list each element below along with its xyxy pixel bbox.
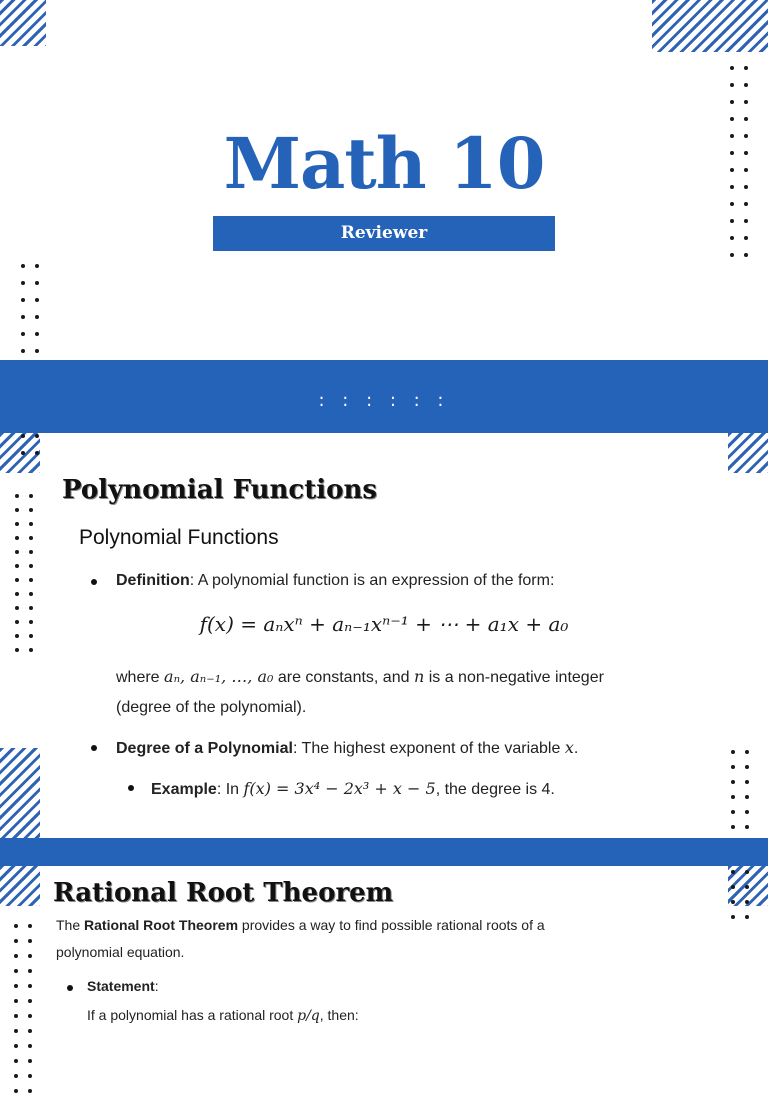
statement-end: , then: bbox=[319, 1007, 359, 1023]
decor-stripes-lower-left bbox=[0, 748, 40, 838]
page-title: Math 10 bbox=[223, 122, 545, 205]
example-math: f(x) = 3x⁴ − 2x³ + x − 5 bbox=[243, 779, 436, 798]
definition-label: Definition bbox=[116, 572, 190, 589]
where-line bbox=[116, 661, 604, 693]
bullet-statement bbox=[67, 985, 73, 991]
decor-dots-left-bottom bbox=[14, 924, 32, 1093]
degree-var: x bbox=[564, 738, 574, 757]
example-label: Example bbox=[151, 781, 217, 798]
rational-intro-line-2: polynomial equation. bbox=[56, 944, 185, 960]
decor-stripes-top-right bbox=[652, 0, 768, 52]
section-subheading: Polynomial Functions bbox=[79, 526, 279, 549]
decor-stripes-mid-right bbox=[728, 433, 768, 473]
where-prefix: where bbox=[116, 669, 165, 686]
where-vars: aₙ, aₙ₋₁, …, a₀ bbox=[164, 667, 274, 686]
section-heading-rational-root: Rational Root Theorem bbox=[53, 878, 394, 908]
intro-bold: Rational Root Theorem bbox=[84, 917, 239, 933]
degree-label: Degree of a Polynomial bbox=[116, 740, 293, 757]
example-suffix: , the degree is 4. bbox=[435, 781, 555, 798]
bullet-degree bbox=[91, 745, 97, 751]
subtitle-bar: Reviewer bbox=[213, 216, 555, 251]
example-line bbox=[151, 773, 555, 805]
statement-line bbox=[87, 973, 159, 1000]
statement-text-line bbox=[87, 1002, 359, 1030]
degree-text: : The highest exponent of the variable bbox=[292, 740, 565, 757]
statement-text: If a polynomial has a rational root bbox=[87, 1007, 298, 1023]
statement-frac: p/q bbox=[297, 1008, 320, 1024]
rational-intro-line bbox=[56, 912, 545, 939]
section-divider-band bbox=[0, 838, 768, 866]
statement-label: Statement bbox=[87, 978, 155, 994]
where-line-2: (degree of the polynomial). bbox=[116, 699, 307, 716]
degree-end: . bbox=[573, 740, 579, 757]
where-suffix: is a non-negative integer bbox=[424, 669, 604, 686]
definition-line bbox=[116, 565, 554, 596]
decor-dots-right-mid bbox=[731, 750, 749, 919]
decor-stripes-top-left bbox=[0, 0, 46, 46]
where-mid: are constants, and bbox=[273, 669, 414, 686]
intro-suffix: provides a way to find possible rational roots of a bbox=[238, 917, 545, 933]
example-prefix: : In bbox=[216, 781, 244, 798]
statement-colon: : bbox=[154, 978, 159, 994]
definition-text: : A polynomial function is an expression of the form: bbox=[189, 572, 555, 589]
decor-stripes-bottom-left bbox=[0, 866, 40, 906]
intro-prefix: The bbox=[56, 917, 85, 933]
bullet-example bbox=[128, 785, 134, 791]
section-heading-polynomial: Polynomial Functions bbox=[62, 475, 377, 505]
where-n: n bbox=[413, 667, 425, 686]
band-dots-decor: : : : : : : bbox=[318, 390, 450, 411]
degree-line bbox=[116, 732, 578, 764]
polynomial-equation: f(x) = aₙxⁿ + aₙ₋₁xⁿ⁻¹ + ⋯ + a₁x + a₀ bbox=[199, 612, 569, 636]
bullet-definition bbox=[91, 579, 97, 585]
